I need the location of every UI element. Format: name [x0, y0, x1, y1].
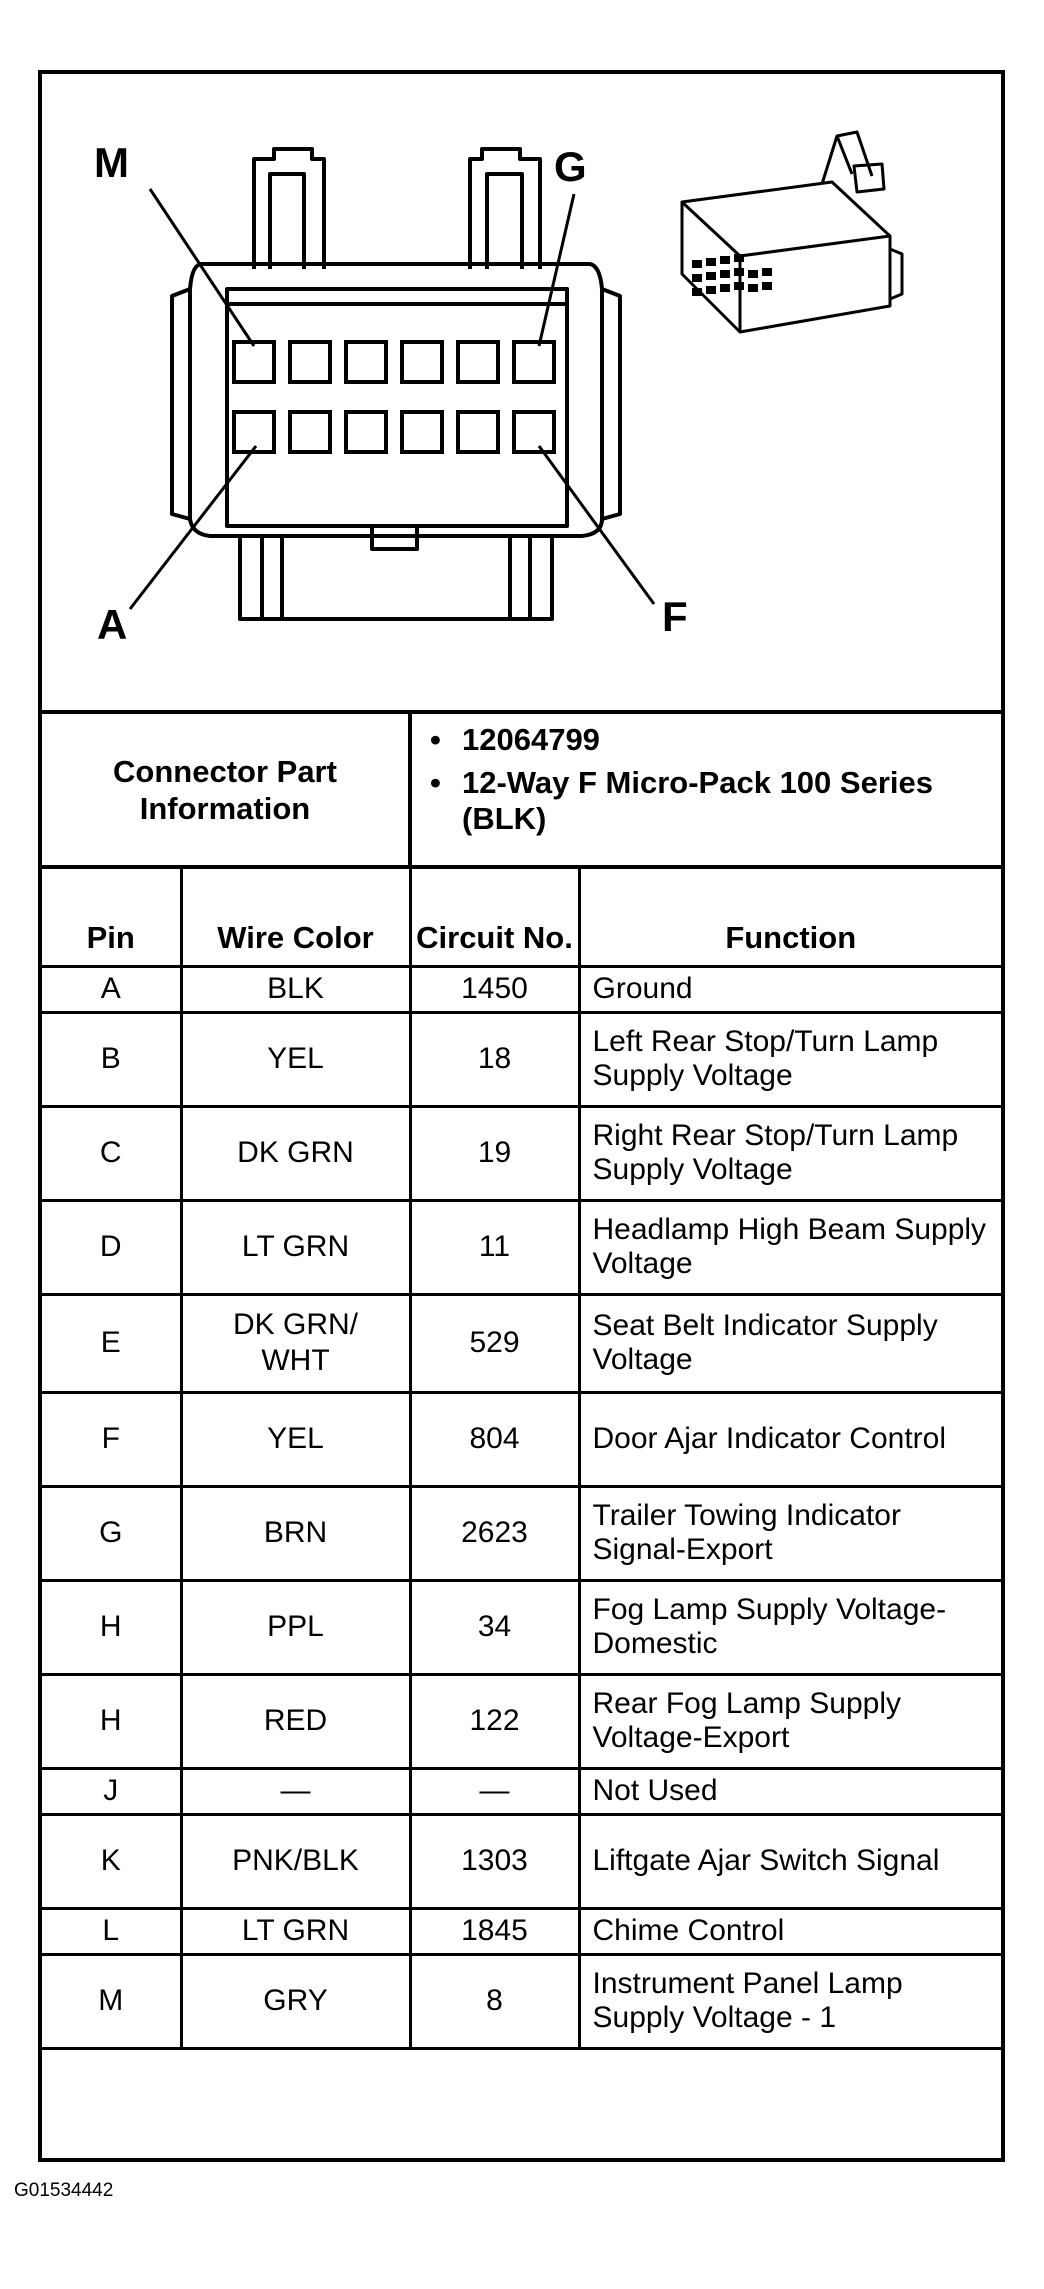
- connector-type: • 12-Way F Micro-Pack 100 Series (BLK): [462, 765, 991, 837]
- circuit-cell: 1450: [410, 966, 579, 1012]
- function-cell: Seat Belt Indicator Supply Voltage: [579, 1294, 1001, 1392]
- table-row: [42, 1580, 1001, 1674]
- connector-part-list: [412, 714, 1001, 865]
- callout-f: F: [662, 593, 688, 640]
- header-wire-color: Wire Color: [181, 869, 410, 966]
- function-cell: Liftgate Ajar Switch Signal: [579, 1814, 1001, 1908]
- wire-color-cell: YEL: [181, 1392, 410, 1486]
- callout-g: G: [554, 143, 587, 190]
- wire-color-cell: LT GRN: [181, 1908, 410, 1954]
- circuit-cell: 1845: [410, 1908, 579, 1954]
- part-number: • 12064799: [462, 722, 991, 758]
- table-row: [42, 1768, 1001, 1814]
- connector-face-drawing: [42, 74, 1001, 710]
- pin-table: [42, 869, 1001, 2050]
- circuit-cell: —: [410, 1768, 579, 1814]
- pin-cell: D: [42, 1200, 181, 1294]
- pin-cell: M: [42, 1954, 181, 2048]
- table-row: [42, 1106, 1001, 1200]
- header-function: Function: [579, 869, 1001, 966]
- header-circuit-no: Circuit No.: [410, 869, 579, 966]
- table-row: [42, 1200, 1001, 1294]
- header-pin: Pin: [42, 869, 181, 966]
- pin-cell: B: [42, 1012, 181, 1106]
- pin-cell: E: [42, 1294, 181, 1392]
- table-row: [42, 1486, 1001, 1580]
- function-cell: Rear Fog Lamp Supply Voltage-Export: [579, 1674, 1001, 1768]
- connector-sheet: [38, 70, 1005, 2162]
- wire-color-cell: YEL: [181, 1012, 410, 1106]
- function-cell: Left Rear Stop/Turn Lamp Supply Voltage: [579, 1012, 1001, 1106]
- function-cell: Headlamp High Beam Supply Voltage: [579, 1200, 1001, 1294]
- function-cell: Door Ajar Indicator Control: [579, 1392, 1001, 1486]
- wire-color-cell: DK GRN: [181, 1106, 410, 1200]
- wire-color-cell: GRY: [181, 1954, 410, 2048]
- circuit-cell: 11: [410, 1200, 579, 1294]
- callout-m: M: [94, 139, 129, 186]
- table-row: [42, 1814, 1001, 1908]
- function-cell: Fog Lamp Supply Voltage-Domestic: [579, 1580, 1001, 1674]
- connector-diagram: [42, 74, 1001, 714]
- wire-color-cell: LT GRN: [181, 1200, 410, 1294]
- wire-color-cell: PPL: [181, 1580, 410, 1674]
- wire-color-cell: DK GRN/ WHT: [181, 1294, 410, 1392]
- table-row: [42, 1908, 1001, 1954]
- pin-cell: H: [42, 1674, 181, 1768]
- circuit-cell: 1303: [410, 1814, 579, 1908]
- circuit-cell: 34: [410, 1580, 579, 1674]
- connector-iso-icon: [682, 132, 902, 332]
- function-cell: Trailer Towing Indicator Signal-Export: [579, 1486, 1001, 1580]
- circuit-cell: 529: [410, 1294, 579, 1392]
- function-cell: Ground: [579, 966, 1001, 1012]
- function-cell: Not Used: [579, 1768, 1001, 1814]
- wire-color-cell: RED: [181, 1674, 410, 1768]
- function-cell: Right Rear Stop/Turn Lamp Supply Voltage: [579, 1106, 1001, 1200]
- connector-part-label: Connector Part Information: [42, 714, 412, 865]
- wire-color-cell: PNK/BLK: [181, 1814, 410, 1908]
- pin-cell: C: [42, 1106, 181, 1200]
- function-cell: Instrument Panel Lamp Supply Voltage - 1: [579, 1954, 1001, 2048]
- figure-id: G01534442: [14, 2180, 114, 2201]
- table-row: [42, 1954, 1001, 2048]
- circuit-cell: 8: [410, 1954, 579, 2048]
- circuit-cell: 2623: [410, 1486, 579, 1580]
- circuit-cell: 19: [410, 1106, 579, 1200]
- pin-cell: K: [42, 1814, 181, 1908]
- wire-color-cell: BLK: [181, 966, 410, 1012]
- wire-color-cell: —: [181, 1768, 410, 1814]
- wire-color-cell: BRN: [181, 1486, 410, 1580]
- circuit-cell: 122: [410, 1674, 579, 1768]
- table-row: [42, 966, 1001, 1012]
- pin-cell: G: [42, 1486, 181, 1580]
- table-row: [42, 1294, 1001, 1392]
- function-cell: Chime Control: [579, 1908, 1001, 1954]
- circuit-cell: 18: [410, 1012, 579, 1106]
- connector-part-info: [42, 714, 1001, 869]
- circuit-cell: 804: [410, 1392, 579, 1486]
- table-row: [42, 1012, 1001, 1106]
- pin-cell: L: [42, 1908, 181, 1954]
- pin-cell: F: [42, 1392, 181, 1486]
- pin-cell: J: [42, 1768, 181, 1814]
- table-row: [42, 1392, 1001, 1486]
- pin-cell: A: [42, 966, 181, 1012]
- table-row: [42, 1674, 1001, 1768]
- pin-cell: H: [42, 1580, 181, 1674]
- callout-a: A: [97, 601, 128, 648]
